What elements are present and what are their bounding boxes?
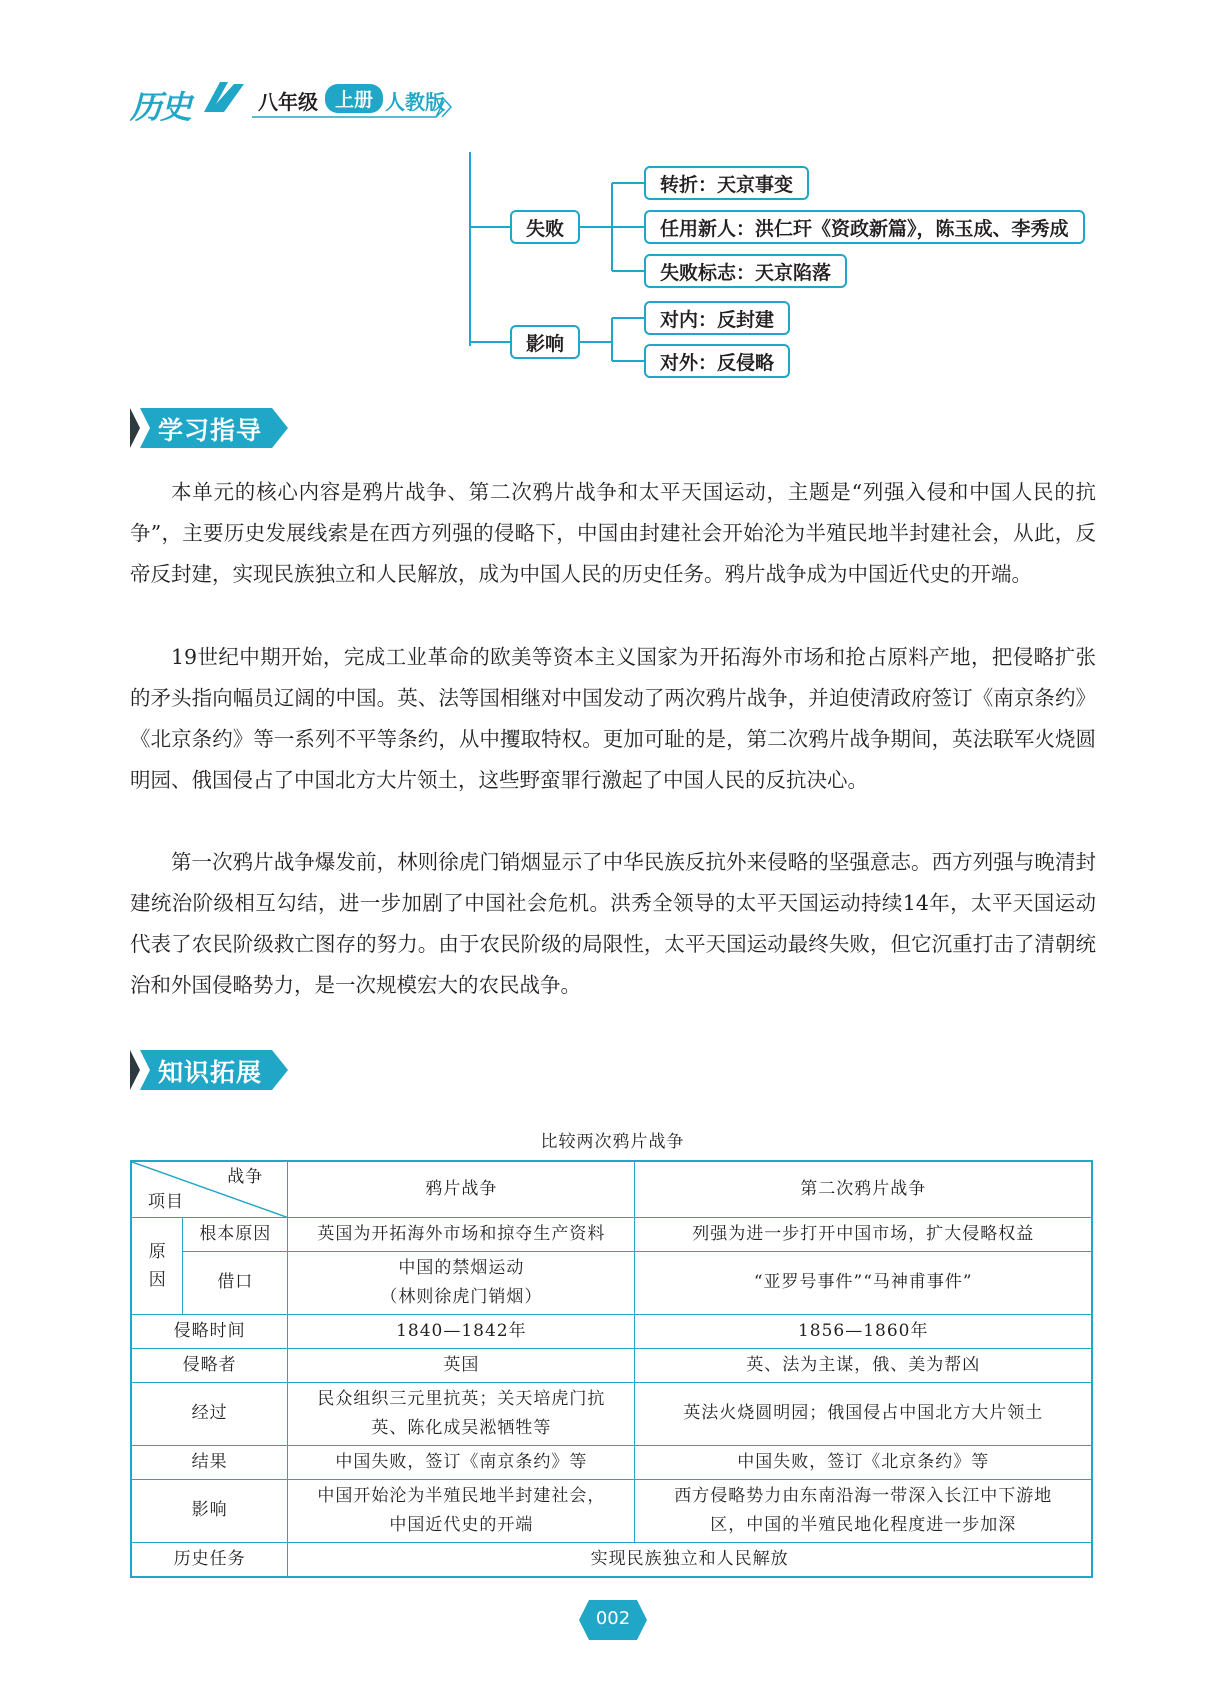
subject-logo: 历史 bbox=[130, 88, 191, 126]
cell-aggressor-first: 英国 bbox=[288, 1348, 635, 1382]
mindmap-node-turning-point: 转折：天京事变 bbox=[644, 166, 809, 200]
grade-label: 八年级 bbox=[258, 90, 318, 114]
section-title-guide: 学习指导 bbox=[158, 416, 263, 445]
mindmap-node-failure: 失败 bbox=[510, 210, 580, 244]
mindmap-node-internal: 对内：反封建 bbox=[644, 301, 790, 335]
guide-paragraph-3: 第一次鸦片战争爆发前，林则徐虎门销烟显示了中华民族反抗外来侵略的坚强意志。西方列强与晚清封建统治阶级相互勾结，进一步加剧了中国社会危机。洪秀全领导的太平天国运动持续14年，太平天国运动代表了农民阶级救亡图存的努力。由于农民阶级的局限性，太平天国运动最终失败，但它沉重打击了清朝统治和外国侵略势力，是一次规模宏大的农民战争。 bbox=[130, 850, 1096, 997]
cell-time-second: 1856—1860年 bbox=[635, 1314, 1092, 1348]
page-number: 002 bbox=[595, 1608, 631, 1629]
row-label-task: 历史任务 bbox=[131, 1542, 288, 1577]
row-label-impact: 影响 bbox=[131, 1479, 288, 1542]
cause-group-label: 原因 bbox=[131, 1217, 183, 1314]
table-row bbox=[131, 1314, 1092, 1348]
table-row bbox=[131, 1445, 1092, 1479]
cell-result-second: 中国失败，签订《北京条约》等 bbox=[635, 1445, 1092, 1479]
cell-task-value: 实现民族独立和人民解放 bbox=[288, 1542, 1092, 1577]
cell-root-cause-second: 列强为进一步打开中国市场，扩大侵略权益 bbox=[635, 1217, 1092, 1251]
cell-pretext-first: 中国的禁烟运动 （林则徐虎门销烟） bbox=[288, 1251, 635, 1314]
table-header-row bbox=[131, 1161, 1092, 1217]
table-row bbox=[131, 1479, 1092, 1542]
column-header-second-war: 第二次鸦片战争 bbox=[635, 1161, 1092, 1217]
cell-process-first: 民众组织三元里抗英；关天培虎门抗 英、陈化成吴淞牺牲等 bbox=[288, 1382, 635, 1445]
row-label-process: 经过 bbox=[131, 1382, 288, 1445]
cell-impact-second: 西方侵略势力由东南沿海一带深入长江中下游地 区，中国的半殖民地化程度进一步加深 bbox=[635, 1479, 1092, 1542]
mindmap-connectors bbox=[0, 0, 1225, 400]
table-title: 比较两次鸦片战争 bbox=[540, 1132, 685, 1152]
cell-process-second: 英法火烧圆明园；俄国侵占中国北方大片领土 bbox=[635, 1382, 1092, 1445]
corner-top-label: 战争 bbox=[227, 1167, 264, 1187]
cell-root-cause-first: 英国为开拓海外市场和掠夺生产资料 bbox=[288, 1217, 635, 1251]
comparison-table bbox=[130, 1160, 1093, 1578]
table-row bbox=[131, 1542, 1092, 1577]
guide-paragraph-1: 本单元的核心内容是鸦片战争、第二次鸦片战争和太平天国运动，主题是“列强入侵和中国人民的抗争”，主要历史发展线索是在西方列强的侵略下，中国由封建社会开始沦为半殖民地半封建社会，从此，反帝反封建，实现民族独立和人民解放，成为中国人民的历史任务。鸦片战争成为中国近代史的开端。 bbox=[130, 480, 1096, 586]
cell-result-first: 中国失败，签订《南京条约》等 bbox=[288, 1445, 635, 1479]
guide-paragraph-2: 19世纪中期开始，完成工业革命的欧美等资本主义国家为开拓海外市场和抢占原料产地，把侵略扩张的矛头指向幅员辽阔的中国。英、法等国相继对中国发动了两次鸦片战争，并迫使清政府签订《南京条约》《北京条约》等一系列不平等条约，从中攫取特权。更加可耻的是，第二次鸦片战争期间，英法联军火烧圆明园、俄国侵占了中国北方大片领土，这些野蛮罪行激起了中国人民的反抗决心。 bbox=[130, 645, 1096, 792]
cell-time-first: 1840—1842年 bbox=[288, 1314, 635, 1348]
cell-impact-first: 中国开始沦为半殖民地半封建社会， 中国近代史的开端 bbox=[288, 1479, 635, 1542]
corner-bottom-label: 项目 bbox=[148, 1191, 184, 1212]
mindmap-node-new-leaders: 任用新人：洪仁玕《资政新篇》，陈玉成、李秀成 bbox=[644, 210, 1085, 244]
row-label-pretext: 借口 bbox=[183, 1251, 288, 1314]
table-row bbox=[131, 1382, 1092, 1445]
volume-badge: 上册 bbox=[325, 84, 383, 113]
section-title-extension: 知识拓展 bbox=[158, 1058, 263, 1087]
cell-pretext-second: “亚罗号事件”“马神甫事件” bbox=[635, 1251, 1092, 1314]
table-row bbox=[131, 1251, 1092, 1314]
table-corner-cell bbox=[131, 1161, 288, 1217]
table-row bbox=[131, 1217, 1092, 1251]
mindmap-node-external: 对外：反侵略 bbox=[644, 344, 790, 378]
edition-label: 人教版 bbox=[385, 90, 445, 114]
mindmap-node-impact: 影响 bbox=[510, 325, 580, 359]
mindmap-node-failure-sign: 失败标志：天京陷落 bbox=[644, 254, 847, 288]
column-header-first-war: 鸦片战争 bbox=[288, 1161, 635, 1217]
cell-aggressor-second: 英、法为主谋，俄、美为帮凶 bbox=[635, 1348, 1092, 1382]
table-row bbox=[131, 1348, 1092, 1382]
row-label-aggressor: 侵略者 bbox=[131, 1348, 288, 1382]
row-label-result: 结果 bbox=[131, 1445, 288, 1479]
row-label-root-cause: 根本原因 bbox=[183, 1217, 288, 1251]
row-label-time: 侵略时间 bbox=[131, 1314, 288, 1348]
